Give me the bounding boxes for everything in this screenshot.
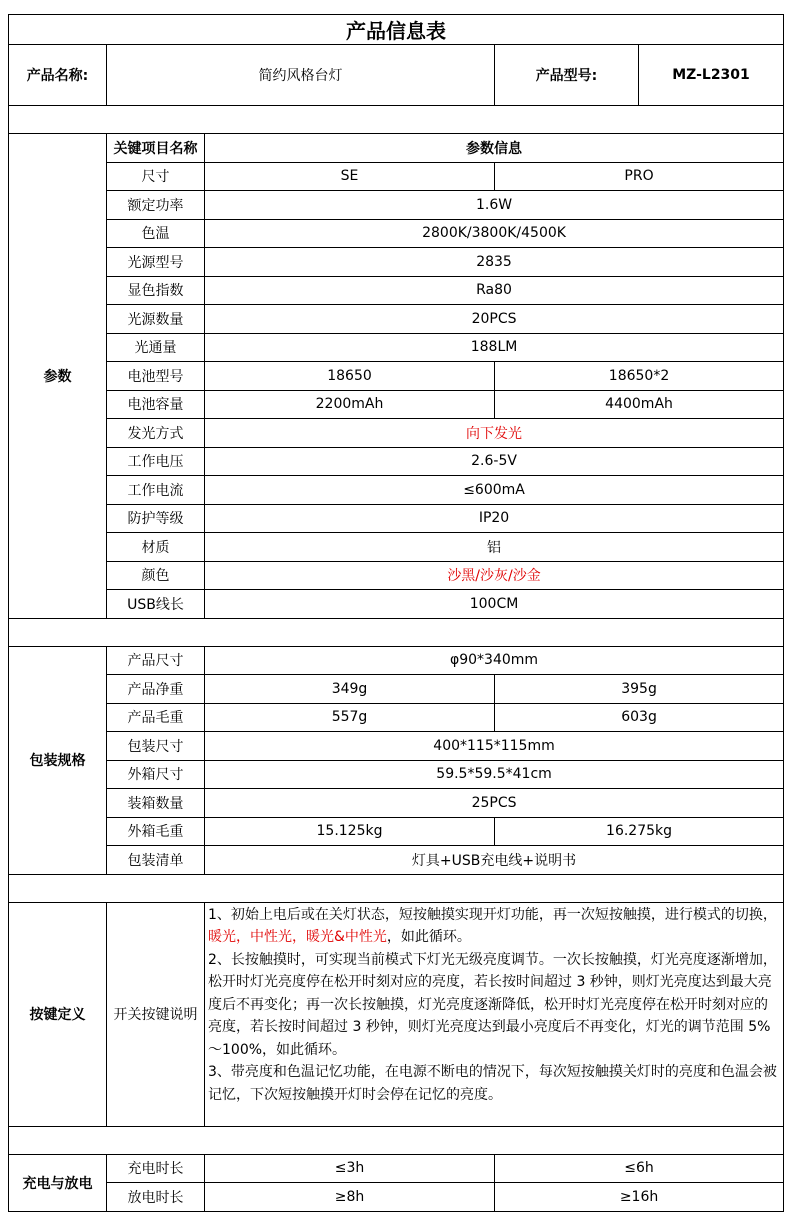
row-label: 颜色	[107, 561, 205, 590]
row-value-se: ≥8h	[205, 1183, 495, 1212]
row-value: φ90*340mm	[205, 646, 784, 675]
row-value-se: 557g	[205, 703, 495, 732]
table-row	[9, 789, 784, 818]
row-label: 显色指数	[107, 276, 205, 305]
header-item: 关键项目名称	[107, 134, 205, 163]
row-label: 工作电流	[107, 476, 205, 505]
row-label: 产品尺寸	[107, 646, 205, 675]
table-row	[9, 333, 784, 362]
row-value: 沙黑/沙灰/沙金	[205, 561, 784, 590]
row-value-pro: ≥16h	[495, 1183, 784, 1212]
row-label: 光源型号	[107, 248, 205, 277]
table-row	[9, 191, 784, 220]
spacer-row	[9, 618, 784, 646]
row-value: 100CM	[205, 590, 784, 619]
section-label: 包装规格	[9, 646, 107, 874]
row-value: 20PCS	[205, 305, 784, 334]
spacer-row	[9, 106, 784, 134]
table-row	[9, 1154, 784, 1183]
table-row	[9, 817, 784, 846]
row-value-se: 18650	[205, 362, 495, 391]
product-name-label: 产品名称:	[9, 45, 107, 106]
row-label: 尺寸	[107, 162, 205, 191]
desc-p1	[208, 904, 781, 949]
row-label: 包装清单	[107, 846, 205, 875]
row-value: IP20	[205, 504, 784, 533]
table-row	[9, 504, 784, 533]
row-label: 工作电压	[107, 447, 205, 476]
table-row	[9, 476, 784, 505]
desc-p2: 2、长按触摸时，可实现当前模式下灯光无级亮度调节。一次长按触摸，灯光亮度逐渐增加，松开时灯光亮度停在松开时刻对应的亮度，若长按时间超过 3 秒钟，则灯光亮度达到最大亮度后不再变化；再一次长按触摸，灯光亮度逐渐降低，松开时灯光亮度停在松开时刻对应的亮度，若长按时间超过 3 秒钟，则灯光亮度达到最小亮度后不再变化，灯光的调节范围 5%～100%，如此循环。	[208, 951, 777, 1058]
row-value-pro: 4400mAh	[495, 390, 784, 419]
row-value-se: 349g	[205, 675, 495, 704]
row-value: 向下发光	[205, 419, 784, 448]
table-row	[9, 219, 784, 248]
table-row	[9, 162, 784, 191]
row-label: 光源数量	[107, 305, 205, 334]
row-label: 产品净重	[107, 675, 205, 704]
desc-p1-end: ，如此循环。	[386, 929, 471, 945]
row-label: 包装尺寸	[107, 732, 205, 761]
table-row	[9, 248, 784, 277]
row-label: 开关按键说明	[107, 902, 205, 1126]
row-value: 1.6W	[205, 191, 784, 220]
row-label: 外箱毛重	[107, 817, 205, 846]
row-value-pro: PRO	[495, 162, 784, 191]
table-row	[9, 646, 784, 675]
table-row	[9, 447, 784, 476]
row-label: 放电时长	[107, 1183, 205, 1212]
table-row	[9, 362, 784, 391]
table-row	[9, 846, 784, 875]
row-value-pro: 603g	[495, 703, 784, 732]
row-value-pro: 18650*2	[495, 362, 784, 391]
key-description	[205, 902, 784, 1126]
table-row	[9, 561, 784, 590]
params-section-label: 参数	[9, 134, 107, 619]
product-model: MZ-L2301	[639, 45, 784, 106]
table-row	[9, 533, 784, 562]
row-value: 灯具+USB充电线+说明书	[205, 846, 784, 875]
row-label: 光通量	[107, 333, 205, 362]
product-info-table	[8, 14, 784, 1212]
row-value-pro: 395g	[495, 675, 784, 704]
row-label: 外箱尺寸	[107, 760, 205, 789]
row-value-pro: ≤6h	[495, 1154, 784, 1183]
row-value: 2.6-5V	[205, 447, 784, 476]
table-row	[9, 305, 784, 334]
row-value: 25PCS	[205, 789, 784, 818]
section-label: 充电与放电	[9, 1154, 107, 1211]
key-definition-row	[9, 902, 784, 1126]
desc-p1-modes: 暖光，中性光，暖光&中性光	[208, 929, 387, 945]
row-value: 400*115*115mm	[205, 732, 784, 761]
row-value-se: SE	[205, 162, 495, 191]
table-row	[9, 732, 784, 761]
table-row	[9, 1183, 784, 1212]
row-value: 59.5*59.5*41cm	[205, 760, 784, 789]
row-label: 材质	[107, 533, 205, 562]
product-name: 简约风格台灯	[107, 45, 495, 106]
table-row	[9, 590, 784, 619]
spacer-row	[9, 874, 784, 902]
row-value: ≤600mA	[205, 476, 784, 505]
desc-p3: 3、带亮度和色温记忆功能，在电源不断电的情况下，每次短按触摸关灯时的亮度和色温会被记忆，下次短按触摸开灯时会停在记忆的亮度。	[208, 1064, 777, 1103]
row-label: 装箱数量	[107, 789, 205, 818]
row-label: 额定功率	[107, 191, 205, 220]
table-row	[9, 390, 784, 419]
header-info: 参数信息	[205, 134, 784, 163]
row-value-se: 15.125kg	[205, 817, 495, 846]
row-value-se: 2200mAh	[205, 390, 495, 419]
row-value-pro: 16.275kg	[495, 817, 784, 846]
row-label: 防护等级	[107, 504, 205, 533]
row-value: Ra80	[205, 276, 784, 305]
section-label: 按键定义	[9, 902, 107, 1126]
row-label: 电池型号	[107, 362, 205, 391]
row-label: 产品毛重	[107, 703, 205, 732]
row-value: 2835	[205, 248, 784, 277]
table-title: 产品信息表	[9, 15, 784, 45]
row-label: 电池容量	[107, 390, 205, 419]
table-row	[9, 703, 784, 732]
row-value-se: ≤3h	[205, 1154, 495, 1183]
row-label: 发光方式	[107, 419, 205, 448]
table-row	[9, 419, 784, 448]
row-value: 188LM	[205, 333, 784, 362]
row-value: 铝	[205, 533, 784, 562]
row-value: 2800K/3800K/4500K	[205, 219, 784, 248]
row-label: 充电时长	[107, 1154, 205, 1183]
table-row	[9, 276, 784, 305]
desc-p1-text: 1、初始上电后或在关灯状态，短按触摸实现开灯功能，再一次短按触摸，进行模式的切换，	[208, 906, 777, 923]
product-model-label: 产品型号:	[495, 45, 639, 106]
table-row	[9, 675, 784, 704]
row-label: 色温	[107, 219, 205, 248]
spacer-row	[9, 1126, 784, 1154]
row-label: USB线长	[107, 590, 205, 619]
table-row	[9, 760, 784, 789]
